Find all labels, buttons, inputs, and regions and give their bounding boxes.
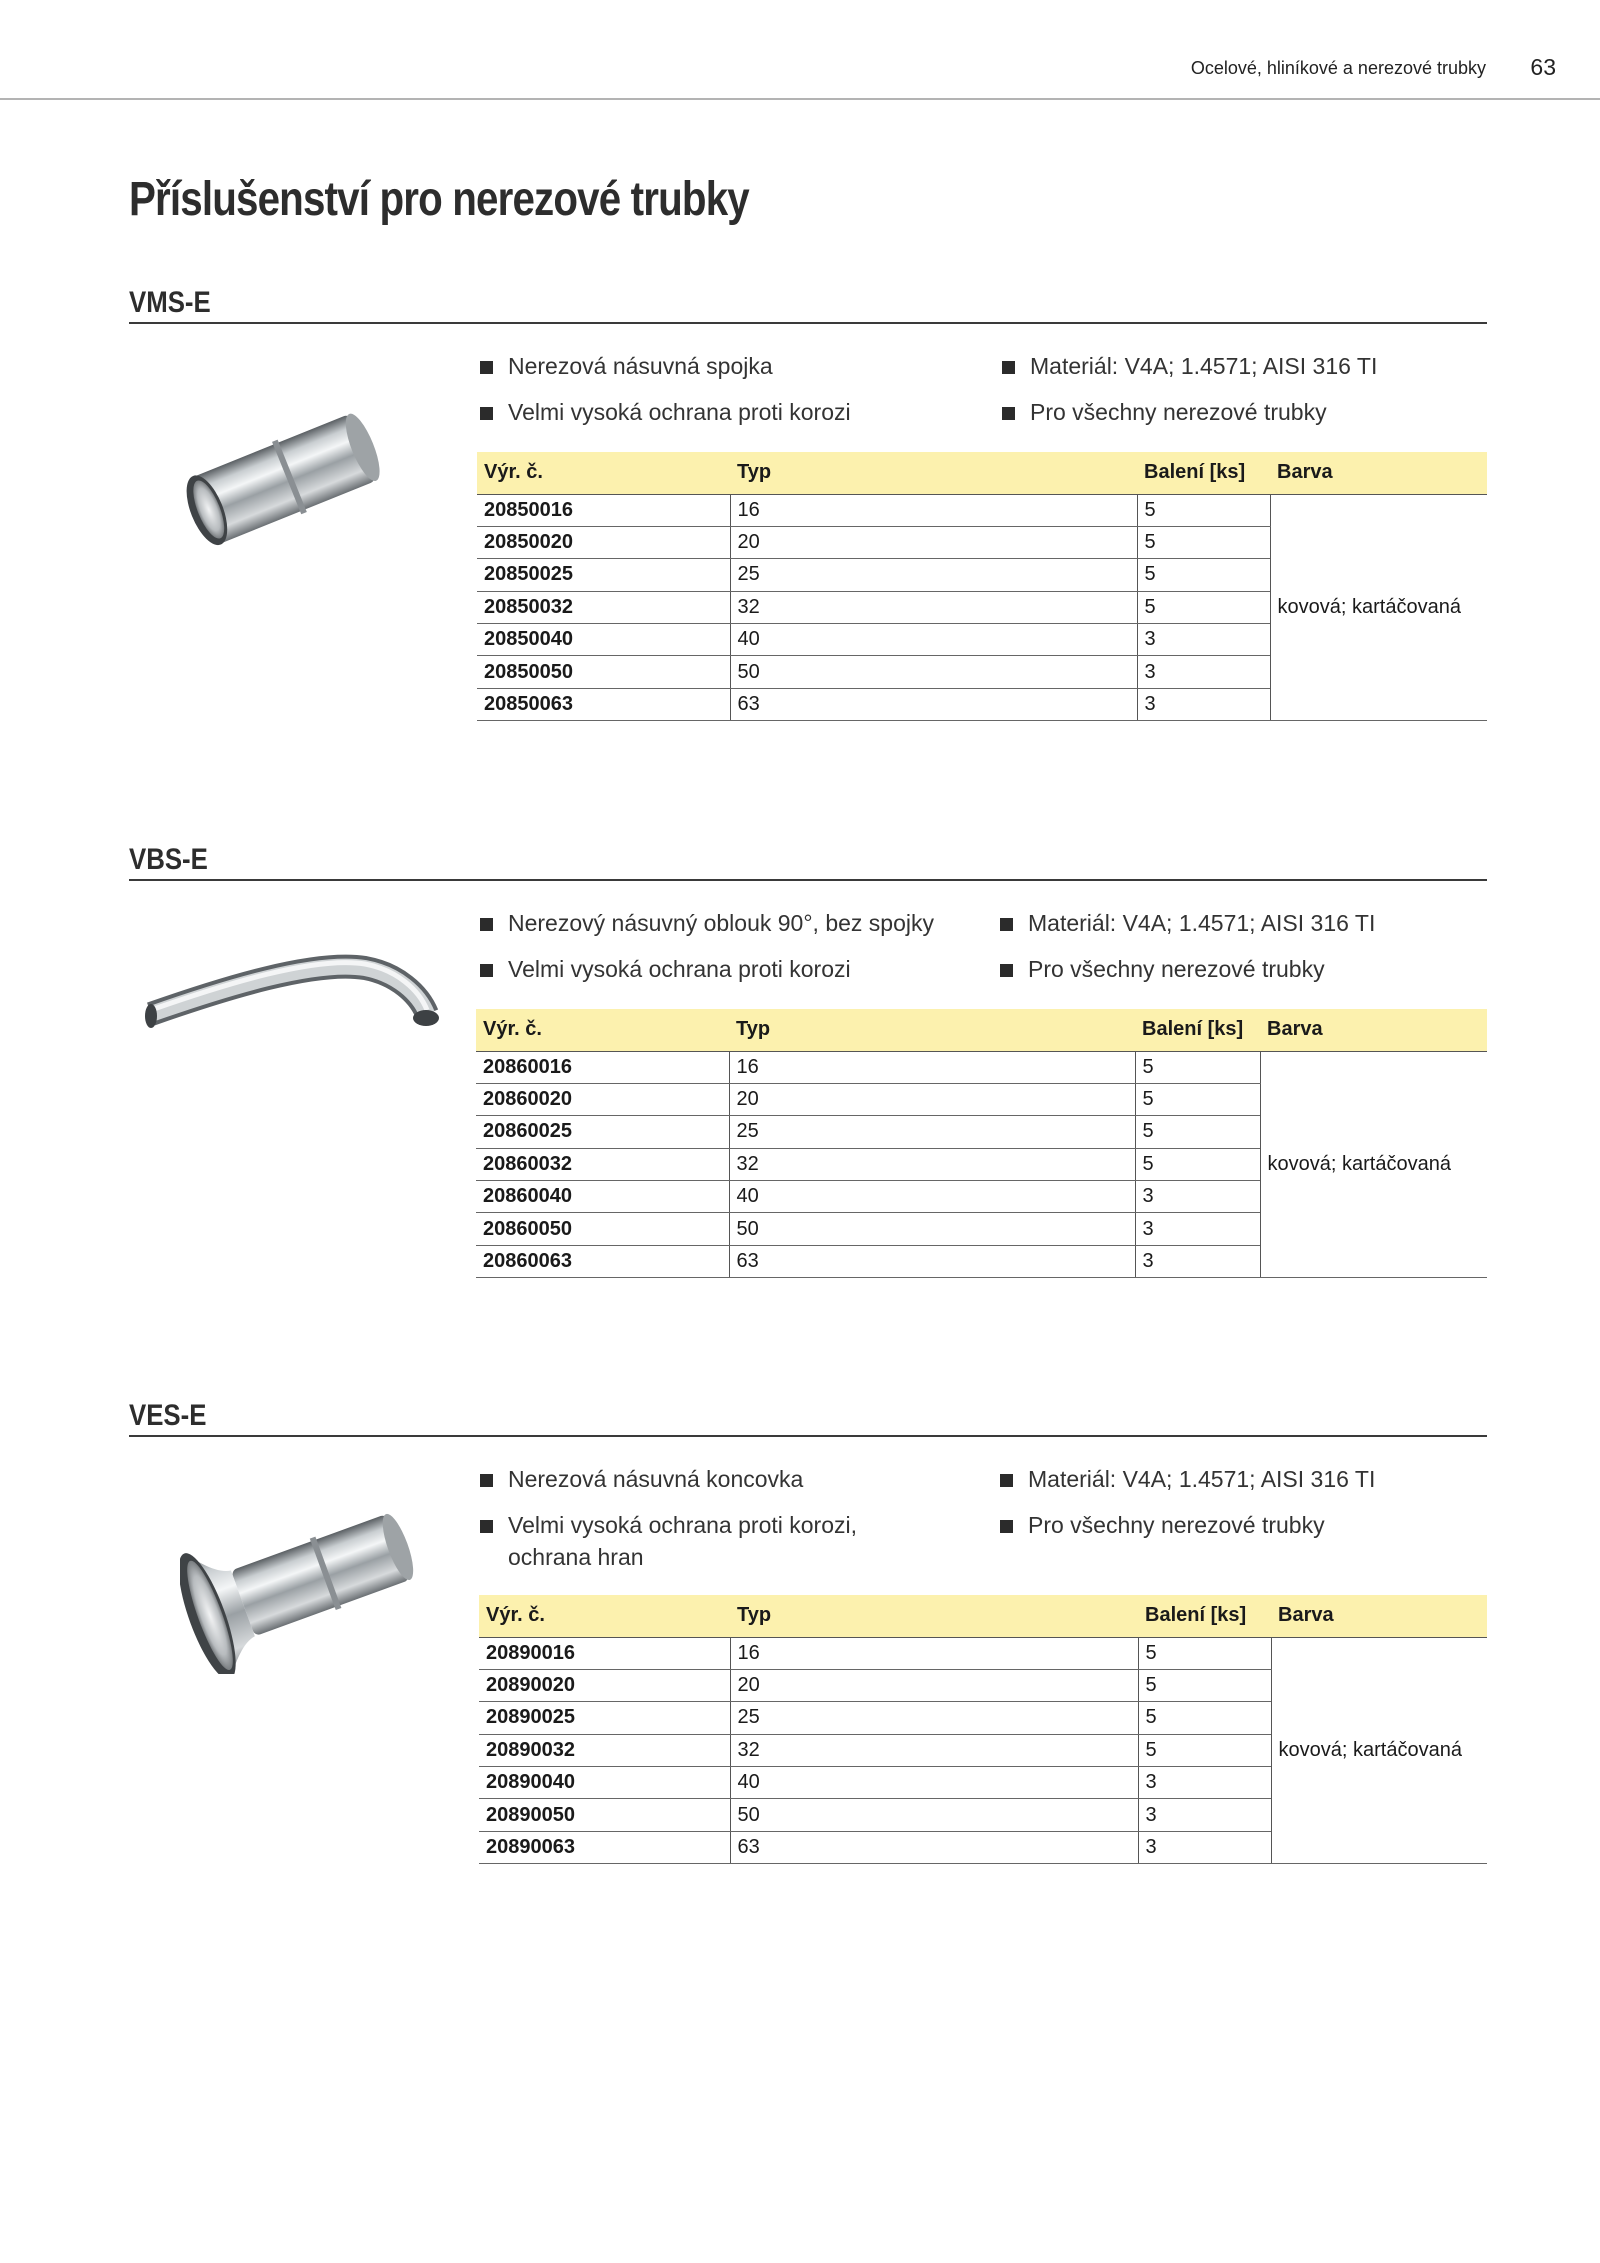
cell-type: 25 bbox=[729, 1116, 1135, 1148]
square-bullet-icon bbox=[1000, 1474, 1013, 1487]
col-header-type: Typ bbox=[730, 452, 1137, 494]
spec-table bbox=[476, 1009, 1487, 1278]
coupler-image bbox=[170, 386, 410, 566]
col-header-pack: Balení [ks] bbox=[1138, 1595, 1271, 1637]
cell-type: 32 bbox=[730, 1734, 1138, 1766]
cell-type: 20 bbox=[729, 1083, 1135, 1115]
cell-type: 16 bbox=[730, 1637, 1138, 1669]
col-header-code: Výr. č. bbox=[479, 1595, 730, 1637]
cell-type: 16 bbox=[730, 494, 1137, 526]
cell-color: kovová; kartáčovaná bbox=[1270, 494, 1487, 721]
cell-pack: 3 bbox=[1135, 1181, 1260, 1213]
square-bullet-icon bbox=[1000, 1520, 1013, 1533]
cell-pack: 5 bbox=[1137, 591, 1270, 623]
cell-code: 20890063 bbox=[479, 1831, 730, 1863]
cell-code: 20850050 bbox=[477, 656, 730, 688]
cell-pack: 5 bbox=[1135, 1148, 1260, 1180]
col-header-color: Barva bbox=[1270, 452, 1487, 494]
bullet-item: Velmi vysoká ochrana proti korozi bbox=[480, 396, 851, 428]
cell-code: 20860040 bbox=[476, 1181, 729, 1213]
bullet-item: Velmi vysoká ochrana proti korozi bbox=[480, 953, 851, 985]
cell-pack: 3 bbox=[1137, 624, 1270, 656]
cell-code: 20850040 bbox=[477, 624, 730, 656]
cell-type: 40 bbox=[730, 1767, 1138, 1799]
cell-code: 20850032 bbox=[477, 591, 730, 623]
col-header-color: Barva bbox=[1260, 1009, 1487, 1051]
cell-pack: 3 bbox=[1138, 1767, 1271, 1799]
cell-pack: 3 bbox=[1135, 1245, 1260, 1277]
bullet-item: Nerezový násuvný oblouk 90°, bez spojky bbox=[480, 907, 934, 939]
col-header-type: Typ bbox=[730, 1595, 1138, 1637]
cell-type: 40 bbox=[729, 1181, 1135, 1213]
cell-type: 50 bbox=[730, 656, 1137, 688]
col-header-color: Barva bbox=[1271, 1595, 1487, 1637]
square-bullet-icon bbox=[480, 1520, 493, 1533]
bullet-item: Pro všechny nerezové trubky bbox=[1002, 396, 1327, 428]
cell-type: 16 bbox=[729, 1051, 1135, 1083]
cell-type: 20 bbox=[730, 1669, 1138, 1701]
cell-type: 32 bbox=[729, 1148, 1135, 1180]
bullet-continuation: ochrana hran bbox=[508, 1544, 644, 1570]
cell-pack: 5 bbox=[1138, 1669, 1271, 1701]
cell-code: 20860050 bbox=[476, 1213, 729, 1245]
cell-code: 20890050 bbox=[479, 1799, 730, 1831]
end-cap-image bbox=[180, 1484, 430, 1674]
cell-code: 20860032 bbox=[476, 1148, 729, 1180]
col-header-code: Výr. č. bbox=[477, 452, 730, 494]
cell-pack: 5 bbox=[1135, 1083, 1260, 1115]
cell-code: 20860063 bbox=[476, 1245, 729, 1277]
cell-pack: 5 bbox=[1137, 559, 1270, 591]
cell-pack: 5 bbox=[1138, 1702, 1271, 1734]
cell-color: kovová; kartáčovaná bbox=[1260, 1051, 1487, 1278]
col-header-pack: Balení [ks] bbox=[1137, 452, 1270, 494]
cell-type: 20 bbox=[730, 526, 1137, 558]
col-header-code: Výr. č. bbox=[476, 1009, 729, 1051]
section-divider bbox=[129, 322, 1487, 324]
cell-code: 20850016 bbox=[477, 494, 730, 526]
cell-code: 20860025 bbox=[476, 1116, 729, 1148]
col-header-type: Typ bbox=[729, 1009, 1135, 1051]
cell-code: 20850063 bbox=[477, 688, 730, 720]
bullet-item: Pro všechny nerezové trubky bbox=[1000, 953, 1325, 985]
section-divider bbox=[129, 1435, 1487, 1437]
col-header-pack: Balení [ks] bbox=[1135, 1009, 1260, 1051]
cell-pack: 5 bbox=[1137, 526, 1270, 558]
cell-pack: 5 bbox=[1137, 494, 1270, 526]
cell-type: 50 bbox=[730, 1799, 1138, 1831]
cell-type: 40 bbox=[730, 624, 1137, 656]
cell-type: 25 bbox=[730, 559, 1137, 591]
cell-type: 50 bbox=[729, 1213, 1135, 1245]
square-bullet-icon bbox=[480, 964, 493, 977]
bullet-item: Nerezová násuvná spojka bbox=[480, 350, 773, 382]
cell-pack: 3 bbox=[1138, 1831, 1271, 1863]
cell-type: 63 bbox=[729, 1245, 1135, 1277]
cell-type: 32 bbox=[730, 591, 1137, 623]
cell-code: 20890020 bbox=[479, 1669, 730, 1701]
square-bullet-icon bbox=[480, 361, 493, 374]
cell-type: 63 bbox=[730, 1831, 1138, 1863]
cell-code: 20890016 bbox=[479, 1637, 730, 1669]
bullet-item: Materiál: V4A; 1.4571; AISI 316 TI bbox=[1000, 907, 1375, 939]
spec-table bbox=[479, 1595, 1487, 1864]
cell-code: 20850025 bbox=[477, 559, 730, 591]
cell-pack: 3 bbox=[1137, 688, 1270, 720]
table-row bbox=[477, 494, 1487, 526]
bend-image bbox=[135, 928, 445, 1048]
square-bullet-icon bbox=[1002, 361, 1015, 374]
page-number: 63 bbox=[1530, 54, 1556, 80]
spec-table bbox=[477, 452, 1487, 721]
bullet-item: Pro všechny nerezové trubky bbox=[1000, 1509, 1325, 1541]
table-row bbox=[476, 1051, 1487, 1083]
square-bullet-icon bbox=[480, 1474, 493, 1487]
cell-pack: 3 bbox=[1135, 1213, 1260, 1245]
bullet-item: Materiál: V4A; 1.4571; AISI 316 TI bbox=[1002, 350, 1377, 382]
square-bullet-icon bbox=[1000, 918, 1013, 931]
cell-code: 20890032 bbox=[479, 1734, 730, 1766]
section-title: VMS-E bbox=[129, 286, 211, 319]
cell-code: 20860020 bbox=[476, 1083, 729, 1115]
cell-pack: 5 bbox=[1138, 1734, 1271, 1766]
section-divider bbox=[129, 879, 1487, 881]
cell-pack: 5 bbox=[1135, 1051, 1260, 1083]
cell-pack: 5 bbox=[1138, 1637, 1271, 1669]
cell-code: 20850020 bbox=[477, 526, 730, 558]
cell-code: 20860016 bbox=[476, 1051, 729, 1083]
square-bullet-icon bbox=[1002, 407, 1015, 420]
bullet-item: Nerezová násuvná koncovka bbox=[480, 1463, 803, 1495]
cell-code: 20890040 bbox=[479, 1767, 730, 1799]
section-title: VBS-E bbox=[129, 843, 208, 876]
square-bullet-icon bbox=[480, 918, 493, 931]
cell-type: 25 bbox=[730, 1702, 1138, 1734]
cell-pack: 3 bbox=[1138, 1799, 1271, 1831]
bullet-item: Materiál: V4A; 1.4571; AISI 316 TI bbox=[1000, 1463, 1375, 1495]
page-title: Příslušenství pro nerezové trubky bbox=[129, 173, 749, 226]
square-bullet-icon bbox=[1000, 964, 1013, 977]
cell-pack: 5 bbox=[1135, 1116, 1260, 1148]
table-row bbox=[479, 1637, 1487, 1669]
cell-code: 20890025 bbox=[479, 1702, 730, 1734]
running-title: Ocelové, hliníkové a nerezové trubky bbox=[1190, 58, 1486, 78]
bullet-item: Velmi vysoká ochrana proti korozi, bbox=[480, 1509, 857, 1541]
square-bullet-icon bbox=[480, 407, 493, 420]
cell-color: kovová; kartáčovaná bbox=[1271, 1637, 1487, 1864]
cell-type: 63 bbox=[730, 688, 1137, 720]
header-divider bbox=[0, 98, 1600, 100]
section-title: VES-E bbox=[129, 1399, 207, 1432]
cell-pack: 3 bbox=[1137, 656, 1270, 688]
